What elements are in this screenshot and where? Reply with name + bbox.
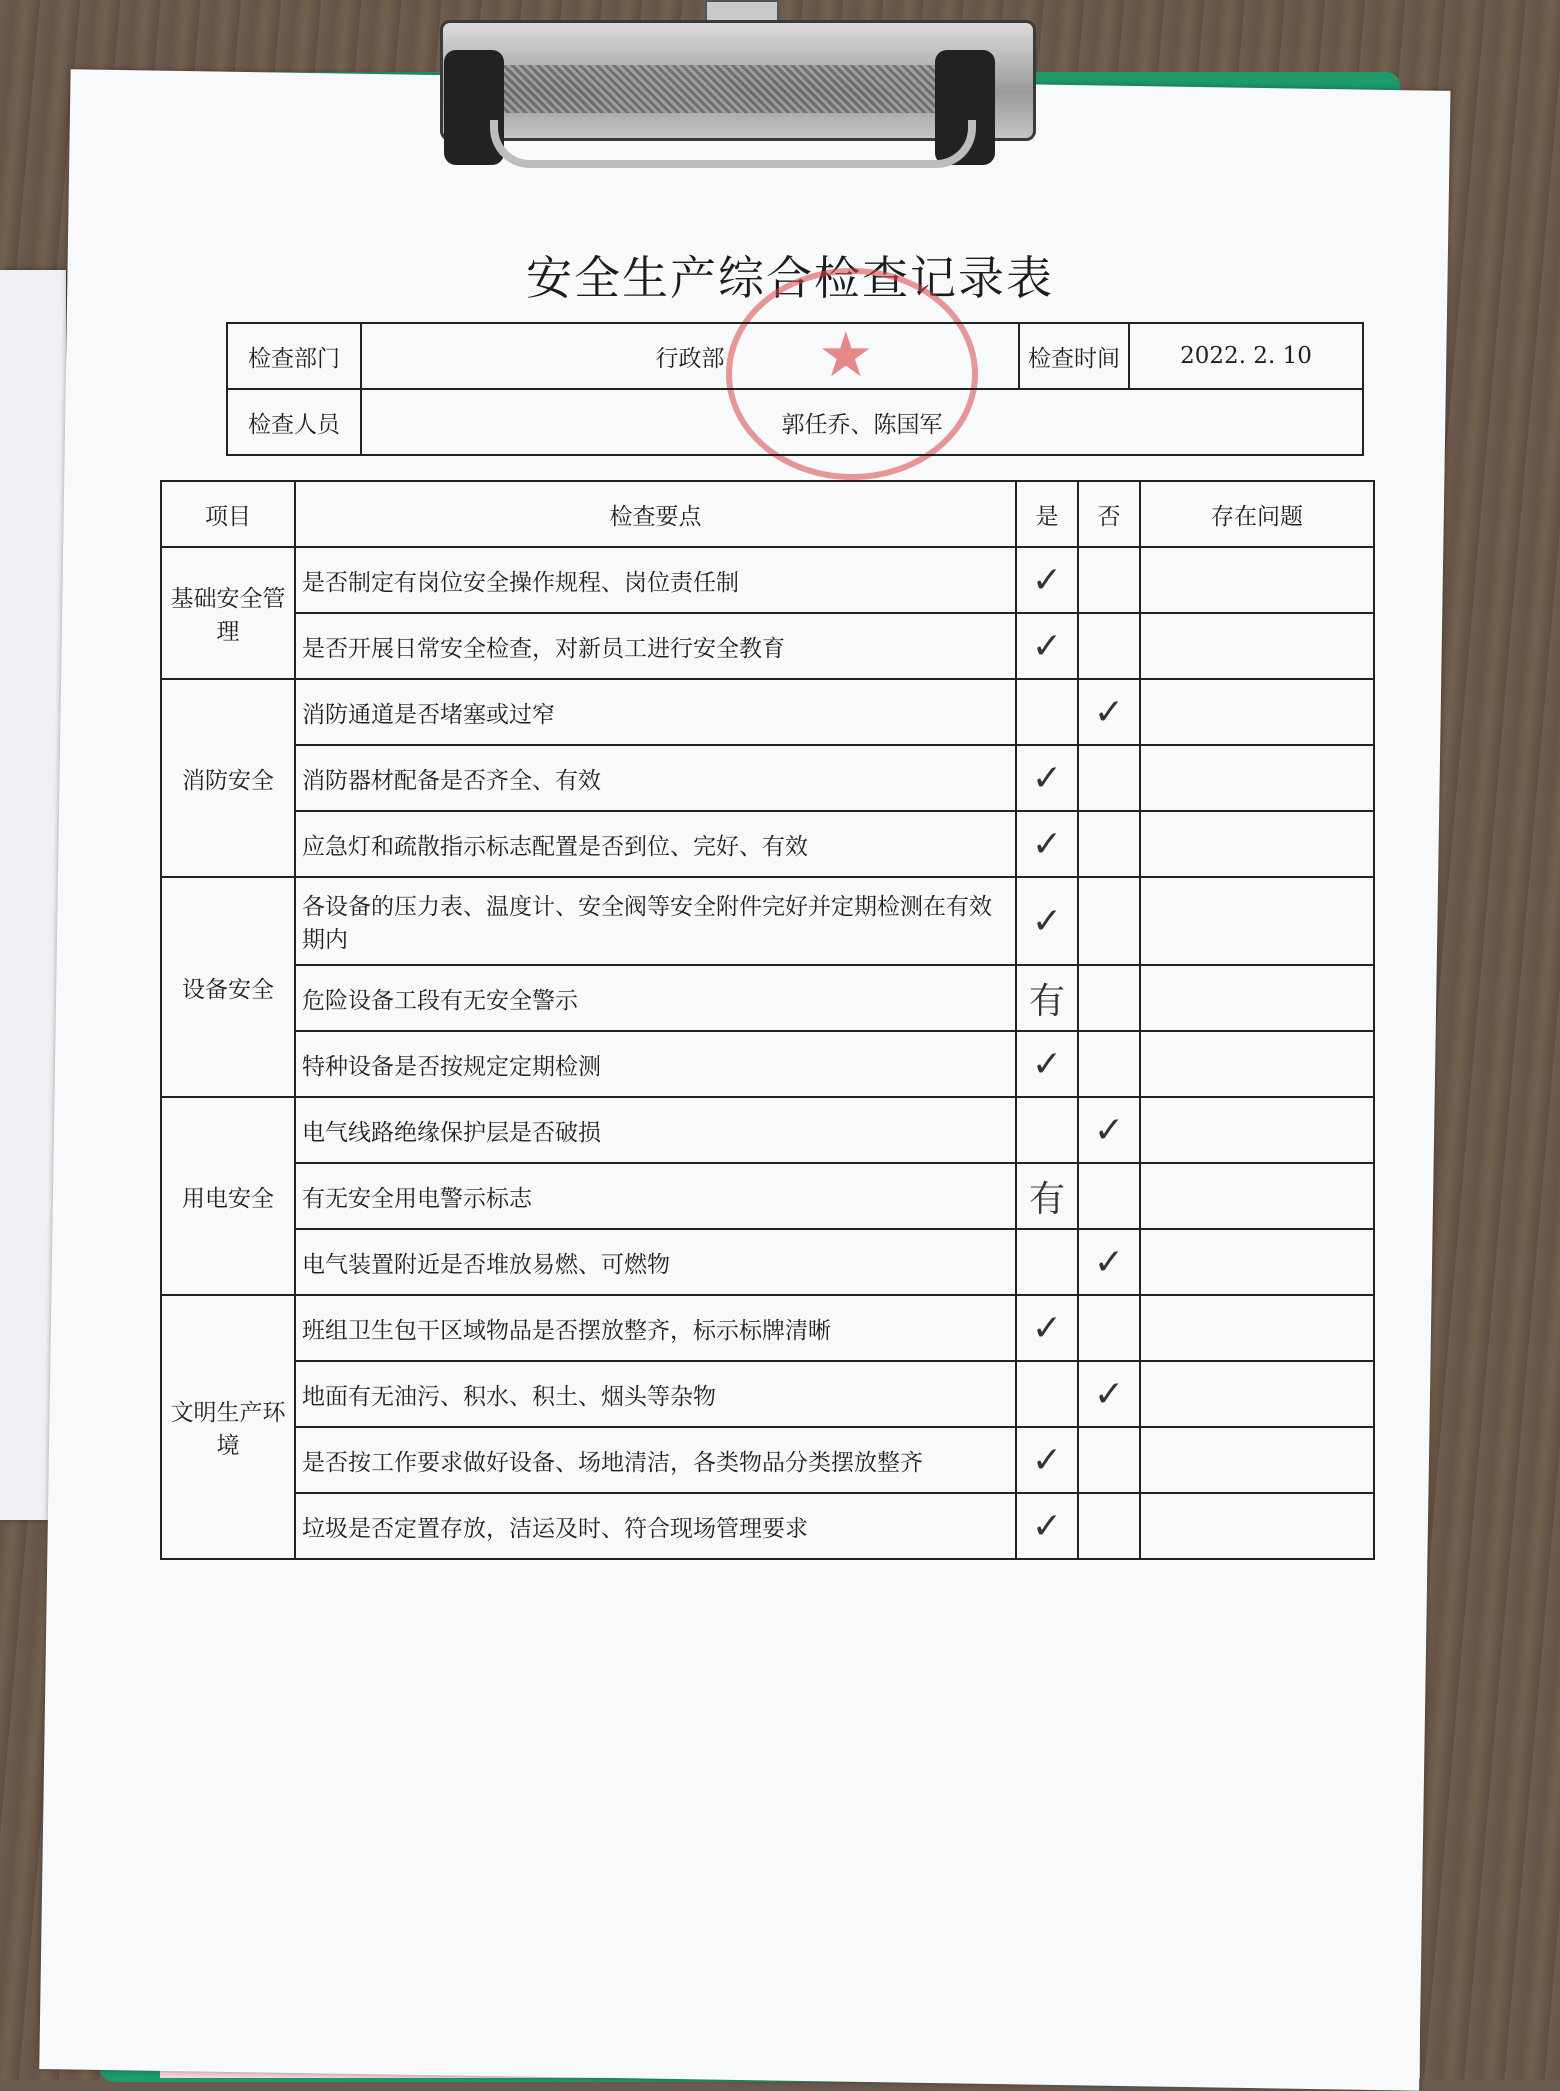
yes-mark: ✓ [1016,1031,1078,1097]
time-value: 2022. 2. 10 [1129,323,1363,389]
table-row [161,547,1374,613]
no-mark [1078,613,1140,679]
table-row [161,745,1374,811]
column-issues: 存在问题 [1140,481,1374,547]
yes-mark [1016,1361,1078,1427]
category-basic-safety: 基础安全管理 [161,547,295,679]
table-row [161,679,1374,745]
no-mark: ✓ [1078,1097,1140,1163]
no-mark [1078,547,1140,613]
category-electrical-safety: 用电安全 [161,1097,295,1295]
table-row [161,1427,1374,1493]
issue-cell [1140,1427,1374,1493]
column-no: 否 [1078,481,1140,547]
check-point: 消防器材配备是否齐全、有效 [295,745,1016,811]
check-point: 地面有无油污、积水、积土、烟头等杂物 [295,1361,1016,1427]
table-row [161,965,1374,1031]
yes-mark [1016,1229,1078,1295]
issue-cell [1140,613,1374,679]
time-label: 检查时间 [1019,323,1129,389]
form-title: 安全生产综合检查记录表 [526,251,1054,305]
check-point: 特种设备是否按规定定期检测 [295,1031,1016,1097]
no-mark [1078,1031,1140,1097]
issue-cell [1140,1097,1374,1163]
yes-mark: ✓ [1016,745,1078,811]
column-yes: 是 [1016,481,1078,547]
yes-mark: ✓ [1016,1427,1078,1493]
yes-mark: ✓ [1016,1295,1078,1361]
category-civilized-production: 文明生产环境 [161,1295,295,1559]
no-mark [1078,877,1140,965]
dept-value: 行政部 [361,323,1019,389]
check-point: 各设备的压力表、温度计、安全阀等安全附件完好并定期检测在有效期内 [295,877,1016,965]
check-point: 危险设备工段有无安全警示 [295,965,1016,1031]
yes-mark [1016,679,1078,745]
table-row [161,1361,1374,1427]
yes-mark: ✓ [1016,811,1078,877]
no-mark [1078,745,1140,811]
no-mark [1078,1427,1140,1493]
check-point: 消防通道是否堵塞或过窄 [295,679,1016,745]
check-point: 应急灯和疏散指示标志配置是否到位、完好、有效 [295,811,1016,877]
table-row [161,1031,1374,1097]
check-point: 是否制定有岗位安全操作规程、岗位责任制 [295,547,1016,613]
table-row [161,811,1374,877]
issue-cell [1140,547,1374,613]
inspector-value: 郭任乔、陈国军 [361,389,1363,455]
dept-label: 检查部门 [227,323,361,389]
issue-cell [1140,1493,1374,1559]
category-equipment-safety: 设备安全 [161,877,295,1097]
seal-star-icon: ★ [818,318,874,391]
table-row [161,1493,1374,1559]
yes-mark: ✓ [1016,613,1078,679]
check-point: 是否开展日常安全检查，对新员工进行安全教育 [295,613,1016,679]
clip-wire [490,120,976,168]
table-row [161,613,1374,679]
table-row [161,1229,1374,1295]
no-mark [1078,1295,1140,1361]
check-point: 电气装置附近是否堆放易燃、可燃物 [295,1229,1016,1295]
check-point: 是否按工作要求做好设备、场地清洁，各类物品分类摆放整齐 [295,1427,1016,1493]
no-mark [1078,965,1140,1031]
issue-cell [1140,965,1374,1031]
issue-cell [1140,877,1374,965]
yes-mark: ✓ [1016,877,1078,965]
yes-mark: ✓ [1016,547,1078,613]
check-point: 班组卫生包干区域物品是否摆放整齐，标示标牌清晰 [295,1295,1016,1361]
no-mark [1078,1493,1140,1559]
check-point: 垃圾是否定置存放，洁运及时、符合现场管理要求 [295,1493,1016,1559]
issue-cell [1140,1031,1374,1097]
yes-mark [1016,1097,1078,1163]
table-row [161,1163,1374,1229]
no-mark [1078,811,1140,877]
checklist-table [160,480,1375,1560]
yes-mark: ✓ [1016,1493,1078,1559]
table-row [161,1097,1374,1163]
issue-cell [1140,1361,1374,1427]
no-mark: ✓ [1078,679,1140,745]
column-points: 检查要点 [295,481,1016,547]
inspector-label: 检查人员 [227,389,361,455]
issue-cell [1140,811,1374,877]
yes-mark: 有 [1016,965,1078,1031]
issue-cell [1140,679,1374,745]
issue-cell [1140,745,1374,811]
issue-cell [1140,1163,1374,1229]
column-item: 项目 [161,481,295,547]
issue-cell [1140,1229,1374,1295]
yes-mark: 有 [1016,1163,1078,1229]
table-row [161,877,1374,965]
check-point: 电气线路绝缘保护层是否破损 [295,1097,1016,1163]
issue-cell [1140,1295,1374,1361]
no-mark: ✓ [1078,1229,1140,1295]
category-fire-safety: 消防安全 [161,679,295,877]
no-mark [1078,1163,1140,1229]
no-mark: ✓ [1078,1361,1140,1427]
check-point: 有无安全用电警示标志 [295,1163,1016,1229]
header-table [226,322,1364,456]
table-row [161,1295,1374,1361]
